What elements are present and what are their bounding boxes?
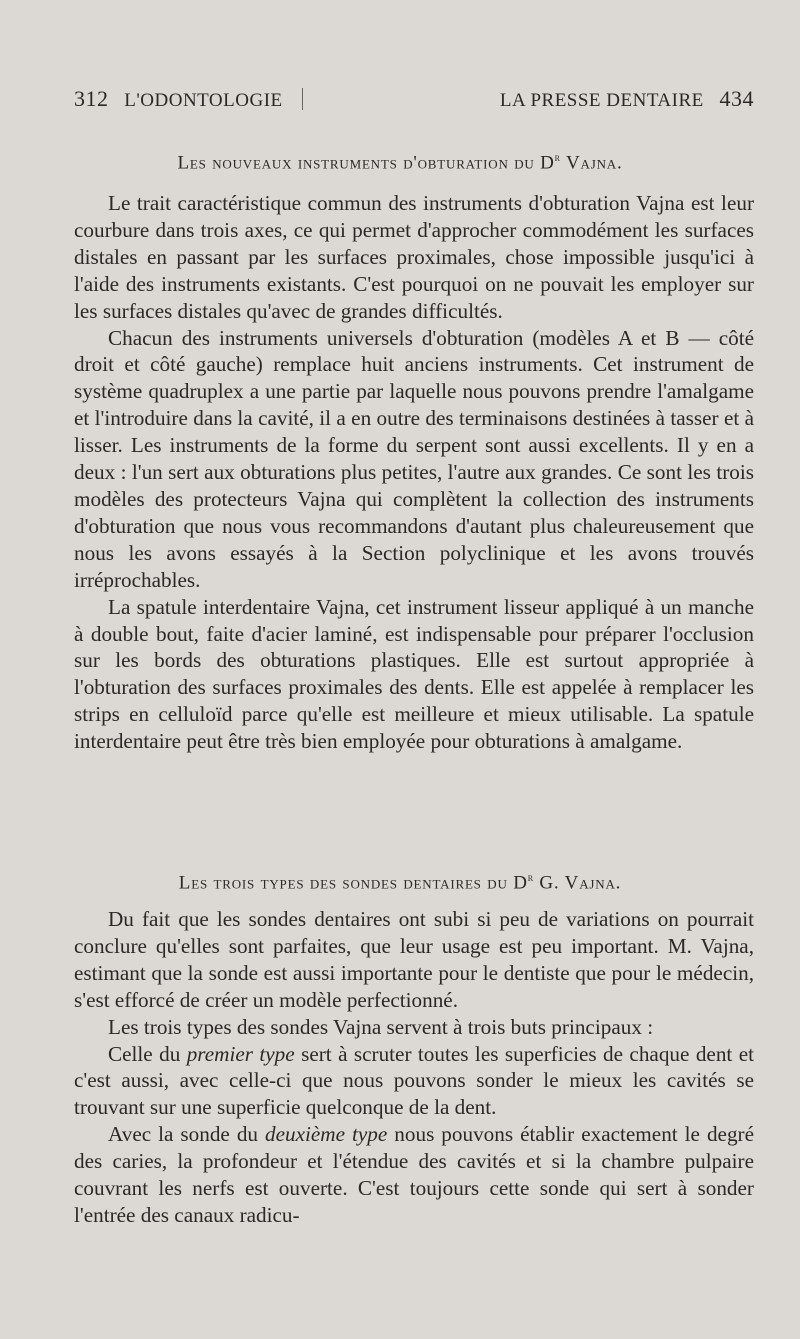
header-right [500, 86, 754, 112]
paragraph: Celle du premier type sert à scruter toutes les superficies de chaque dent et c'est aussi, avec celle-ci que nous pouvons sonder le mieux les cavités se trouvant sur une superficie quelconque de la dent. [74, 1041, 754, 1120]
emphasis: deuxième type [265, 1122, 388, 1147]
left-page-number: 312 [74, 86, 109, 111]
section-title-sup: r [527, 870, 534, 884]
section-body-obturation [74, 190, 754, 755]
header-left [74, 86, 303, 112]
paragraph: Avec la sonde du deuxième type nous pouvons établir exactement le degré des caries, la profondeur et l'étendue des cavités et si la chambre pulpaire couvrant les nerfs est ouverte. C'est toujours cette sonde qui sert à sonder l'entrée des canaux radicu- [74, 1122, 755, 1227]
paragraph: Les trois types des sondes Vajna servent à trois buts principaux : [108, 1014, 654, 1039]
right-running-title: LA PRESSE DENTAIRE [499, 90, 704, 111]
section-title-obturation [0, 150, 800, 174]
emphasis: premier type [186, 1041, 295, 1066]
section-title-name: Vajna. [560, 152, 623, 174]
right-page-number: 434 [719, 86, 754, 111]
section-body-sondes [74, 906, 754, 1229]
section-title-text: Les trois types des sondes dentaires du D [178, 872, 528, 894]
section-title-sup: r [554, 150, 561, 164]
header-divider [302, 88, 303, 110]
paragraph: Chacun des instruments universels d'obturation (modèles A et B — côté droit et côté gauche) remplace huit anciens instruments. Cet instrument de système quadruplex a une partie par laquelle nous pouvons prendre l'amalgame et l'introduire dans la cavité, il a en outre des terminaisons destinées à tasser et à lisser. Les instruments de la forme du serpent sont aussi excellents. Il y en a deux : l'un sert aux obturations plus petites, l'autre aux grandes. Ce sont les trois modèles des protecteurs Vajna qui complètent la collection des instruments d'obturation que nous vous recommandons d'autant plus chaleureusement que nous les avons essayés à la Section polyclinique et les avons trouvés irréprochables. [74, 325, 754, 592]
section-title-sondes [0, 870, 800, 894]
paragraph: La spatule interdentaire Vajna, cet instrument lisseur appliqué à un manche à double bout, faite d'acier laminé, est indispensable pour préparer l'occlusion sur les bords des obturations plastiques. Elle est surtout appropriée à l'obturation des surfaces proximales des dents. Elle est appelée à remplacer les strips en celluloïd parce qu'elle est meilleure et mieux utilisable. La spatule interdentaire peut être très bien employée pour obturations à amalgame. [74, 594, 754, 754]
left-running-title: L'ODONTOLOGIE [124, 90, 283, 111]
section-title-text: Les nouveaux instruments d'obturation du D [177, 152, 555, 174]
section-title-name: G. Vajna. [533, 872, 622, 894]
paragraph: Le trait caractéristique commun des instruments d'obturation Vajna est leur courbure dans trois axes, ce qui permet d'approcher commodément les surfaces distales en passant par les surfaces proximales, chose impossible jusqu'ici à l'aide des instruments existants. C'est pourquoi on ne pouvait les employer sur les surfaces distales qu'avec de grandes difficultés. [74, 191, 754, 323]
paragraph: Du fait que les sondes dentaires ont subi si peu de variations on pourrait conclure qu'elles sont parfaites, que leur usage est peu important. M. Vajna, estimant que la sonde est aussi importante pour le dentiste que pour le médecin, s'est efforcé de créer un modèle perfectionné. [74, 907, 754, 1012]
